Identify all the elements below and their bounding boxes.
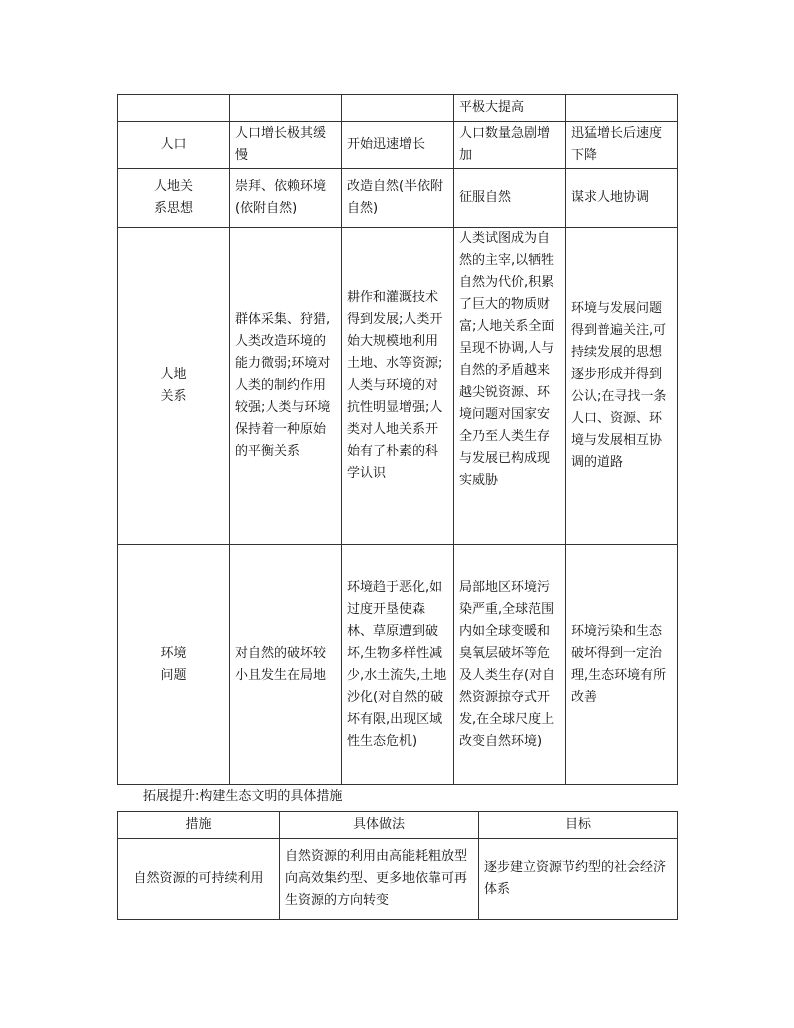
table-cell: 自然资源的利用由高能耗粗放型向高效集约型、更多地依靠可再生资源的方向转变	[280, 839, 479, 920]
row-label-line: 关系	[160, 389, 187, 404]
row-label-line: 系思想	[153, 201, 193, 216]
row-label-line: 问题	[160, 667, 187, 683]
ecological-measures-table	[117, 811, 678, 920]
table-row	[118, 839, 678, 920]
table-cell: 开始迅速增长	[342, 122, 454, 169]
row-label-relation	[118, 228, 230, 545]
table-cell: 环境与发展问题得到普遍关注,可持续发展的思想逐步形成并得到公认;在寻找一条人口、资源、环境与发展相互协调的道路	[566, 228, 678, 545]
table-cell: 耕作和灌溉技术得到发展;人类开始大规模地利用土地、水等资源;人类与环境的对抗性明显增强;人类对人地关系开始有了朴素的科学认识	[342, 228, 454, 545]
table-cell	[118, 95, 230, 122]
table-cell	[342, 95, 454, 122]
table-cell: 群体采集、狩猎,人类改造环境的能力微弱;环境对人类的制约作用较强;人类与环境保持着一种原始的平衡关系	[230, 228, 342, 545]
row-label-line: 人地关	[153, 179, 193, 194]
table-row-population	[118, 122, 678, 169]
table-cell: 改造自然(半依附自然)	[342, 169, 454, 228]
column-header: 措施	[118, 812, 280, 839]
table-row-thought	[118, 169, 678, 228]
table-cell: 逐步建立资源节约型的社会经济体系	[479, 839, 678, 920]
table-cell: 平极大提高	[454, 95, 566, 122]
table-cell: 局部地区环境污染严重,全球范围内如全球变暖和臭氧层破坏等危及人类生存(对自然资源掠夺式开发,在全球尺度上改变自然环境)	[454, 545, 566, 785]
section-caption: 拓展提升:构建生态文明的具体措施	[143, 789, 343, 804]
table-cell: 环境趋于恶化,如过度开垦使森林、草原遭到破坏,生物多样性减少,水土流失,土地沙化(对自然的破坏有限,出现区域性生态危机)	[342, 545, 454, 785]
row-label-population: 人口	[118, 122, 230, 169]
column-header: 具体做法	[280, 812, 479, 839]
table-cell	[566, 95, 678, 122]
table-cell: 崇拜、依赖环境(依附自然)	[230, 169, 342, 228]
table-cell: 人类试图成为自然的主宰,以牺牲自然为代价,积累了巨大的物质财富;人地关系全面呈现不协调,人与自然的矛盾越来越尖锐资源、环境问题对国家安全乃至人类生存与发展已构成现实威胁	[454, 228, 566, 545]
table-row-continued	[118, 95, 678, 122]
table-cell: 对自然的破坏较小且发生在局地	[230, 545, 342, 785]
row-label-thought	[118, 169, 230, 228]
table-cell: 人口数量急剧增加	[454, 122, 566, 169]
row-label-line: 人地	[160, 367, 187, 382]
table-cell	[230, 95, 342, 122]
table-header-row	[118, 812, 678, 839]
table-row-environment	[118, 545, 678, 785]
row-label-environment	[118, 545, 230, 785]
table-cell: 征服自然	[454, 169, 566, 228]
table-cell: 迅猛增长后速度下降	[566, 122, 678, 169]
row-label-line: 环境	[160, 645, 187, 661]
column-header: 目标	[479, 812, 678, 839]
table-cell: 谋求人地协调	[566, 169, 678, 228]
table-row-relation	[118, 228, 678, 545]
table-cell: 环境污染和生态破坏得到一定治理,生态环境有所改善	[566, 545, 678, 785]
human-land-relationship-table	[117, 94, 678, 785]
table-cell: 人口增长极其缓慢	[230, 122, 342, 169]
table-cell: 自然资源的可持续利用	[118, 839, 280, 920]
